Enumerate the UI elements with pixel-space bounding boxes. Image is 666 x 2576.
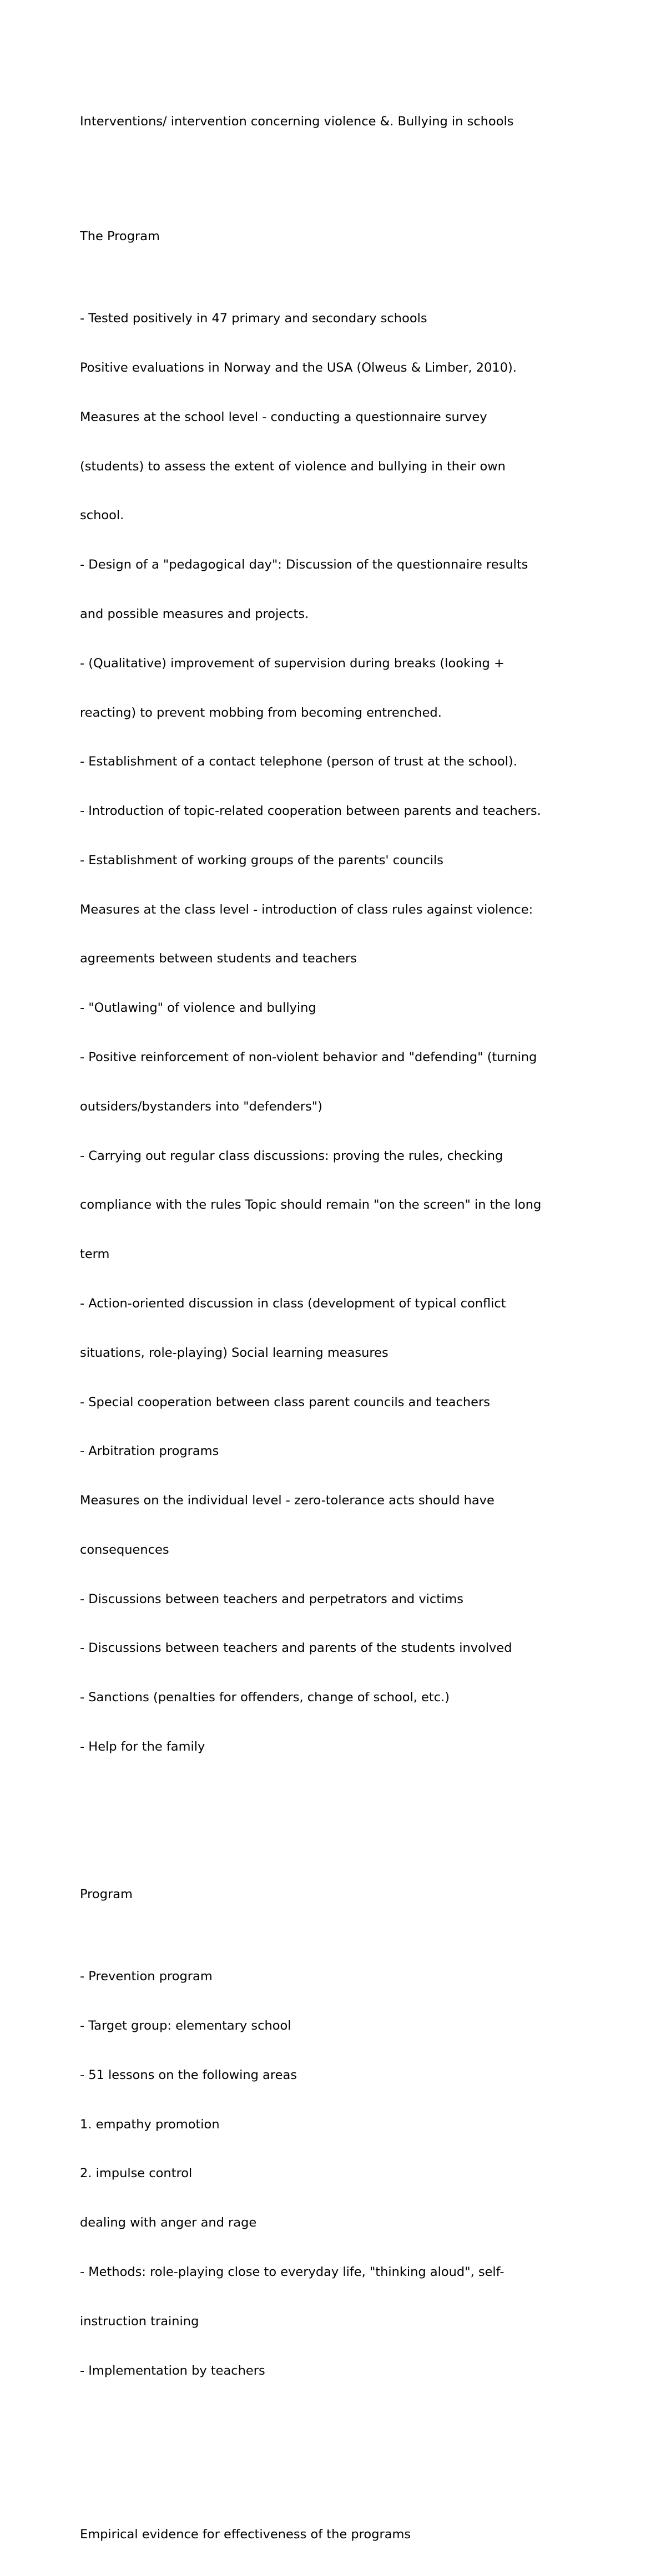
text-line: - Establishment of a contact telephone (person of trust at the school). [80,754,517,769]
text-line: instruction training [80,2314,199,2329]
section-heading-empirical-evidence: Empirical evidence for effectiveness of the programs [80,2527,411,2542]
text-line: - Introduction of topic-related cooperation between parents and teachers. [80,804,541,819]
text-line: 2. impulse control [80,2166,193,2181]
text-line: - Methods: role-playing close to everyday life, "thinking aloud", self- [80,2264,504,2279]
section-heading-the-program: The Program [80,229,160,244]
text-line: compliance with the rules Topic should remain "on the screen" in the long [80,1198,542,1213]
text-line: - Prevention program [80,1969,213,1984]
text-line: - Establishment of working groups of the parents' councils [80,853,444,868]
text-line: agreements between students and teachers [80,951,357,966]
text-line: consequences [80,1542,169,1557]
document-title: Interventions/ intervention concerning violence &. Bullying in schools [80,114,514,129]
text-line: - Discussions between teachers and perpetrators and victims [80,1591,463,1606]
blank-line [80,1821,613,1838]
section-the-program-body [80,278,613,1788]
text-line: reacting) to prevent mobbing from becoming entrenched. [80,705,442,720]
text-line: - Target group: elementary school [80,2019,291,2034]
text-line: - Sanctions (penalties for offenders, change of school, etc.) [80,1690,450,1705]
text-line: - (Qualitative) improvement of supervision during breaks (looking + [80,656,504,671]
text-line: - Help for the family [80,1739,205,1754]
text-line: - "Outlawing" of violence and bullying [80,1001,316,1016]
text-line: - Implementation by teachers [80,2363,265,2378]
text-line: situations, role-playing) Social learning measures [80,1345,389,1360]
text-line: school. [80,508,124,523]
text-line: Positive evaluations in Norway and the USA (Olweus & Limber, 2010). [80,361,517,376]
text-line: dealing with anger and rage [80,2215,257,2230]
text-line: and possible measures and projects. [80,607,309,621]
text-line: - 51 lessons on the following areas [80,2067,297,2082]
text-line: outsiders/bystanders into "defenders") [80,1099,322,1114]
blank-lines [80,2445,613,2478]
section-heading-program: Program [80,1887,133,1902]
text-line: term [80,1247,110,1262]
text-line: - Special cooperation between class parent councils and teachers [80,1395,490,1409]
text-line: - Carrying out regular class discussions: proving the rules, checking [80,1148,503,1163]
text-line: - Design of a "pedagogical day": Discussion of the questionnaire results [80,557,528,572]
text-line: - Discussions between teachers and parents of the students involved [80,1641,512,1656]
text-line: - Tested positively in 47 primary and secondary schools [80,311,427,326]
blank-line [80,163,613,180]
section-program-body [80,1936,613,2412]
text-line: - Action-oriented discussion in class (development of typical conflict [80,1296,506,1311]
text-line: - Arbitration programs [80,1444,219,1459]
text-line: Measures on the individual level - zero-tolerance acts should have [80,1493,495,1508]
text-line: 1. empathy promotion [80,2117,220,2132]
text-line: Measures at the class level - introduction of class rules against violence: [80,902,533,917]
document-body [80,81,613,2576]
text-line: (students) to assess the extent of violence and bullying in their own [80,459,506,474]
text-line: - Positive reinforcement of non-violent behavior and "defending" (turning [80,1050,537,1065]
text-line: Measures at the school level - conducting a questionnaire survey [80,409,487,424]
